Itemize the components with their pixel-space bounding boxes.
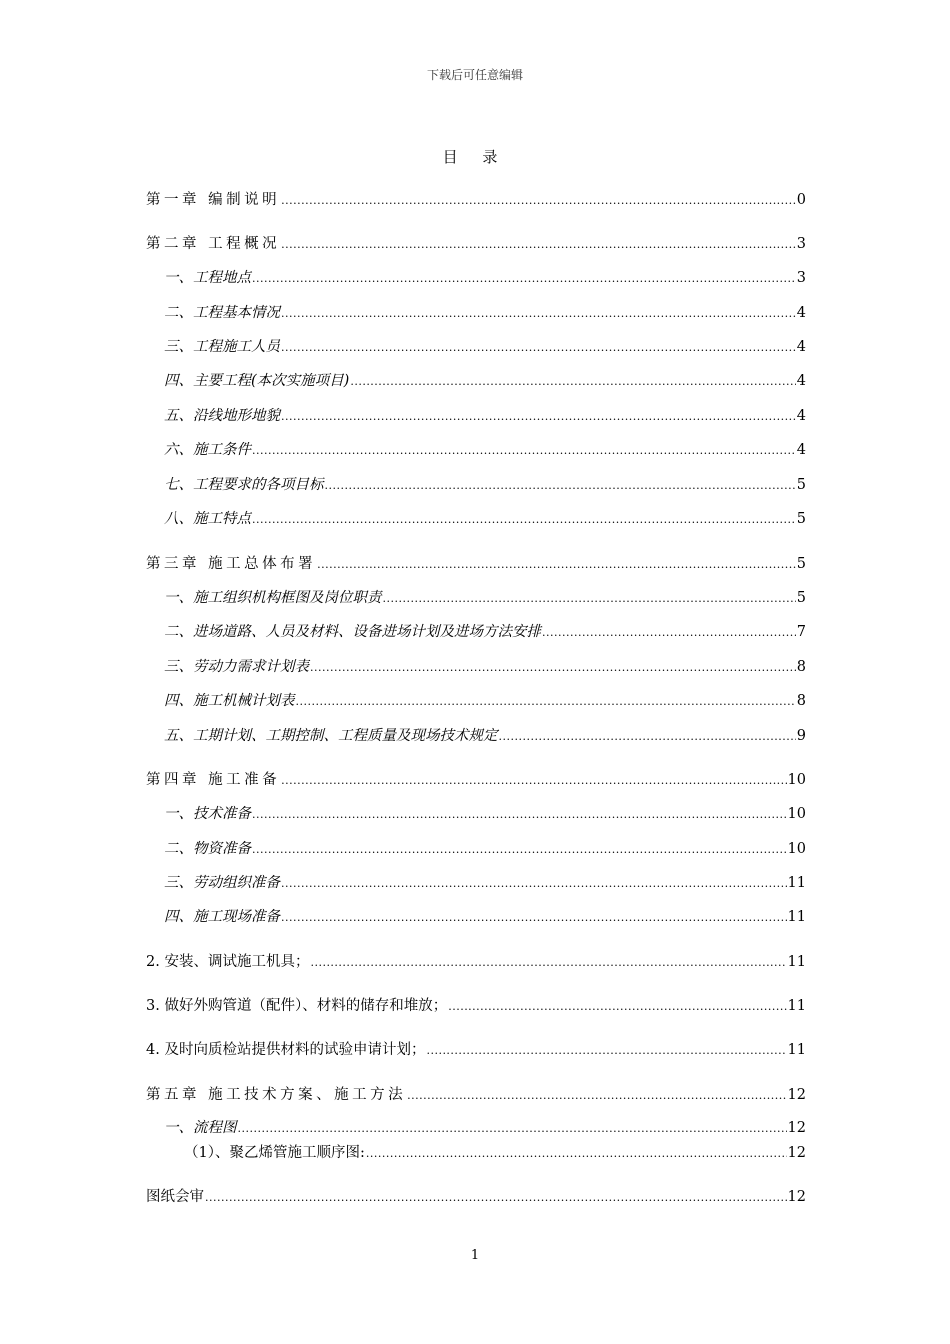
toc-entry[interactable] [146,839,806,859]
toc-entry-page: 12 [787,1145,806,1161]
toc-entry[interactable] [146,406,806,426]
toc-entry-page: 3 [796,236,806,252]
toc-entry-page: 10 [787,772,806,788]
toc-entry-label: 八、施工特点 [164,511,251,527]
toc-leader-dots [252,510,796,530]
toc-leader-dots [310,953,786,973]
toc-leader-dots [281,874,787,894]
toc-entry-label: 一、流程图 [164,1120,237,1136]
toc-entry[interactable] [146,1187,806,1207]
toc-entry-page: 12 [787,1120,806,1136]
page-header: 下载后可任意编辑 [426,68,523,82]
toc-entry[interactable] [146,190,806,210]
toc-entry-label: 四、主要工程(本次实施项目) [164,373,350,389]
toc-entry[interactable] [146,873,806,893]
toc-entry-label: 第五章 施工技术方案、施工方法 [146,1087,407,1103]
toc-entry[interactable] [146,475,806,495]
toc-entry-page: 9 [796,728,806,744]
toc-leader-dots [448,997,786,1017]
toc-leader-dots [252,269,796,289]
page-number: 1 [470,1248,480,1263]
toc-leader-dots [407,1086,786,1106]
toc-entry[interactable] [146,234,806,254]
toc-entry-label: 一、工程地点 [164,270,251,286]
toc-leader-dots [252,441,796,461]
toc-entry[interactable] [146,1040,806,1060]
toc-entry-label: 七、工程要求的各项目标 [164,477,324,493]
toc-entry-page: 5 [796,477,806,493]
toc-entry[interactable] [146,726,806,746]
toc-entry-page: 11 [787,954,806,970]
toc-leader-dots [281,908,787,928]
toc-leader-dots [281,771,786,791]
toc-entry[interactable] [146,588,806,608]
toc-entry-label: 二、工程基本情况 [164,305,280,321]
toc-leader-dots [281,407,796,427]
toc-leader-dots [281,338,796,358]
toc-entry-label: （1）、聚乙烯管施工顺序图: [184,1145,365,1161]
toc-entry-page: 12 [787,1189,806,1205]
toc-entry-page: 4 [796,339,806,355]
toc-leader-dots [383,589,796,609]
toc-entry-label: 第一章 编制说明 [146,192,281,208]
toc-entry[interactable] [146,907,806,927]
toc-entry-label: 二、进场道路、人员及材料、设备进场计划及进场方法安排 [164,624,541,640]
toc-leader-dots [281,191,796,211]
toc-entry[interactable] [146,952,806,972]
toc-entry-page: 5 [796,556,806,572]
toc-entry[interactable] [146,996,806,1016]
toc-entry-page: 4 [796,442,806,458]
toc-entry-label: 四、施工现场准备 [164,909,280,925]
toc-entry[interactable] [146,657,806,677]
toc-entry[interactable] [146,1085,806,1105]
toc-entry-page: 12 [787,1087,806,1103]
toc-entry-page: 11 [787,909,806,925]
toc-entry-label: 一、施工组织机构框图及岗位职责 [164,590,382,606]
toc-leader-dots [296,692,796,712]
toc-entry-page: 11 [787,998,806,1014]
toc-entry[interactable] [146,1143,806,1163]
toc-entry-label: 六、施工条件 [164,442,251,458]
toc-entry-label: 第二章 工程概况 [146,236,281,252]
toc-entry-page: 10 [787,806,806,822]
toc-leader-dots [238,1119,787,1139]
toc-entry[interactable] [146,1118,806,1138]
toc-entry-label: 二、物资准备 [164,841,251,857]
toc-entry[interactable] [146,804,806,824]
toc-entry-label: 五、沿线地形地貌 [164,408,280,424]
toc-leader-dots [317,555,796,575]
toc-entry-label: 三、劳动力需求计划表 [164,659,309,675]
toc-leader-dots [310,658,796,678]
toc-leader-dots [325,476,796,496]
toc-entry[interactable] [146,770,806,790]
toc-entry-page: 5 [796,590,806,606]
toc-entry[interactable] [146,337,806,357]
toc-entry-page: 5 [796,511,806,527]
toc-entry-label: 第四章 施工准备 [146,772,281,788]
toc-entry-page: 10 [787,841,806,857]
toc-entry[interactable] [146,440,806,460]
toc-entry-page: 7 [796,624,806,640]
toc-leader-dots [252,840,787,860]
toc-leader-dots [281,235,796,255]
toc-leader-dots [252,805,787,825]
toc-entry-page: 4 [796,373,806,389]
toc-entry-label: 4. 及时向质检站提供材料的试验申请计划； [146,1042,426,1058]
toc-title: 目 录 [442,148,508,166]
toc-entry-label: 图纸会审 [146,1189,204,1205]
toc-entry[interactable] [146,371,806,391]
toc-leader-dots [205,1188,787,1208]
toc-entry-label: 一、技术准备 [164,806,251,822]
toc-entry[interactable] [146,509,806,529]
toc-entry-page: 4 [796,408,806,424]
toc-entry-page: 0 [796,192,806,208]
toc-entry[interactable] [146,691,806,711]
toc-entry[interactable] [146,554,806,574]
toc-leader-dots [366,1144,787,1164]
toc-entry-page: 4 [796,305,806,321]
toc-entry[interactable] [146,622,806,642]
toc-entry-label: 五、工期计划、工期控制、工程质量及现场技术规定 [164,728,498,744]
toc-entry[interactable] [146,268,806,288]
toc-leader-dots [499,727,796,747]
toc-entry-label: 第三章 施工总体布署 [146,556,317,572]
toc-entry-label: 3. 做好外购管道（配件）、材料的储存和堆放； [146,998,448,1014]
toc-leader-dots [350,372,795,392]
toc-entry-page: 3 [796,270,806,286]
toc-entry-label: 三、劳动组织准备 [164,875,280,891]
toc-entry-page: 8 [796,693,806,709]
toc-leader-dots [281,304,796,324]
toc-entry-page: 11 [787,1042,806,1058]
toc-entry-label: 2. 安装、调试施工机具； [146,954,310,970]
toc-entry[interactable] [146,303,806,323]
toc-entry-label: 三、工程施工人员 [164,339,280,355]
toc-leader-dots [542,623,796,643]
toc-entry-page: 11 [787,875,806,891]
toc-entry-page: 8 [796,659,806,675]
toc-leader-dots [426,1041,786,1061]
toc-entry-label: 四、施工机械计划表 [164,693,295,709]
